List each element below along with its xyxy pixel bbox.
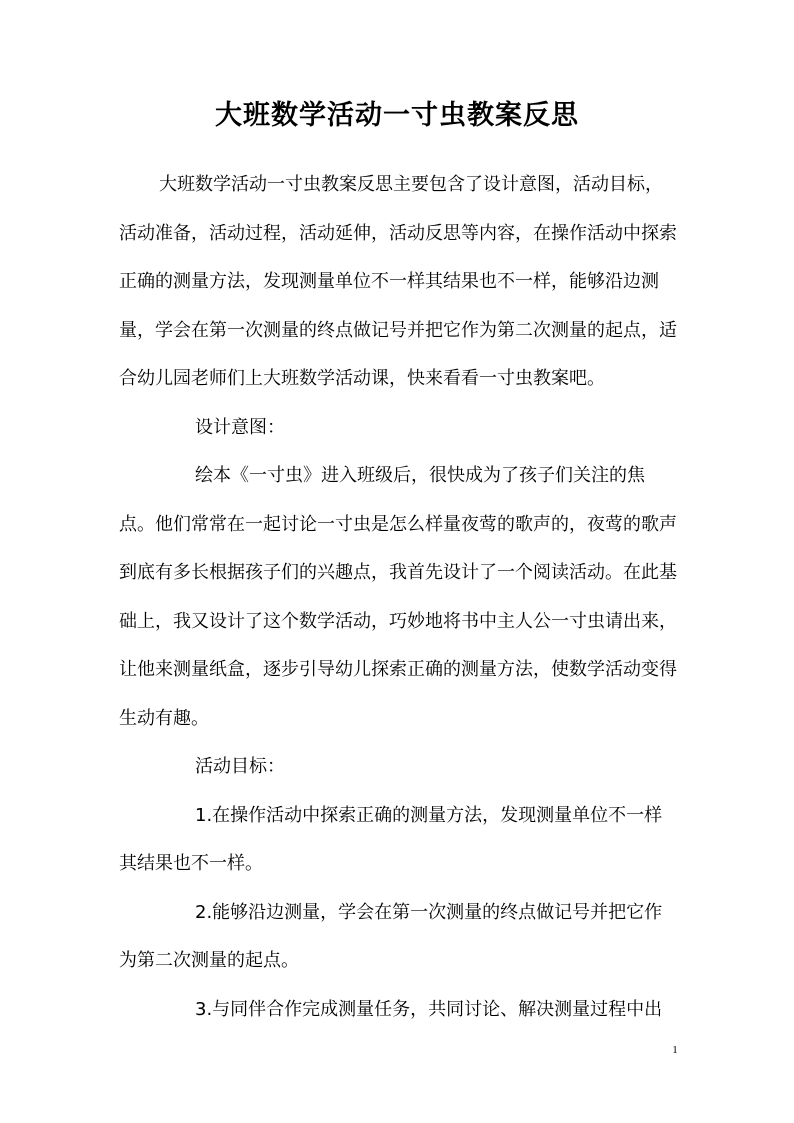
design-intent-paragraph: 绘本《一寸虫》进入班级后，很快成为了孩子们关注的焦点。他们常常在一起讨论一寸虫是怎么样量夜莺的歌声的，夜莺的歌声到底有多长根据孩子们的兴趣点，我首先设计了一个阅读活动。在此基础上，我又设计了这个数学活动，巧妙地将书中主人公一寸虫请出来，让他来测量纸盒，逐步引导幼儿探索正确的测量方法，使数学活动变得生动有趣。 xyxy=(119,465,677,729)
page-number: 1 xyxy=(672,1044,678,1056)
goal-item-1: 1.在操作活动中探索正确的测量方法，发现测量单位不一样其结果也不一样。 xyxy=(119,804,663,874)
activity-goals-heading: 活动目标： xyxy=(195,756,285,777)
document-body xyxy=(119,161,679,1034)
intro-paragraph: 大班数学活动一寸虫教案反思主要包含了设计意图，活动目标，活动准备，活动过程，活动延伸，活动反思等内容，在操作活动中探索正确的测量方法，发现测量单位不一样其结果也不一样，能够沿边测量，学会在第一次测量的终点做记号并把它作为第二次测量的起点，适合幼儿园老师们上大班数学活动课，快来看看一寸虫教案吧。 xyxy=(119,174,677,389)
goal-item-2: 2.能够沿边测量，学会在第一次测量的终点做记号并把它作为第二次测量的起点。 xyxy=(119,901,663,971)
design-intent-heading: 设计意图： xyxy=(195,416,285,438)
goal-item-3: 3.与同伴合作完成测量任务，共同讨论、解决测量过程中出 xyxy=(195,998,663,1020)
document-title: 大班数学活动一寸虫教案反思 xyxy=(215,100,579,131)
